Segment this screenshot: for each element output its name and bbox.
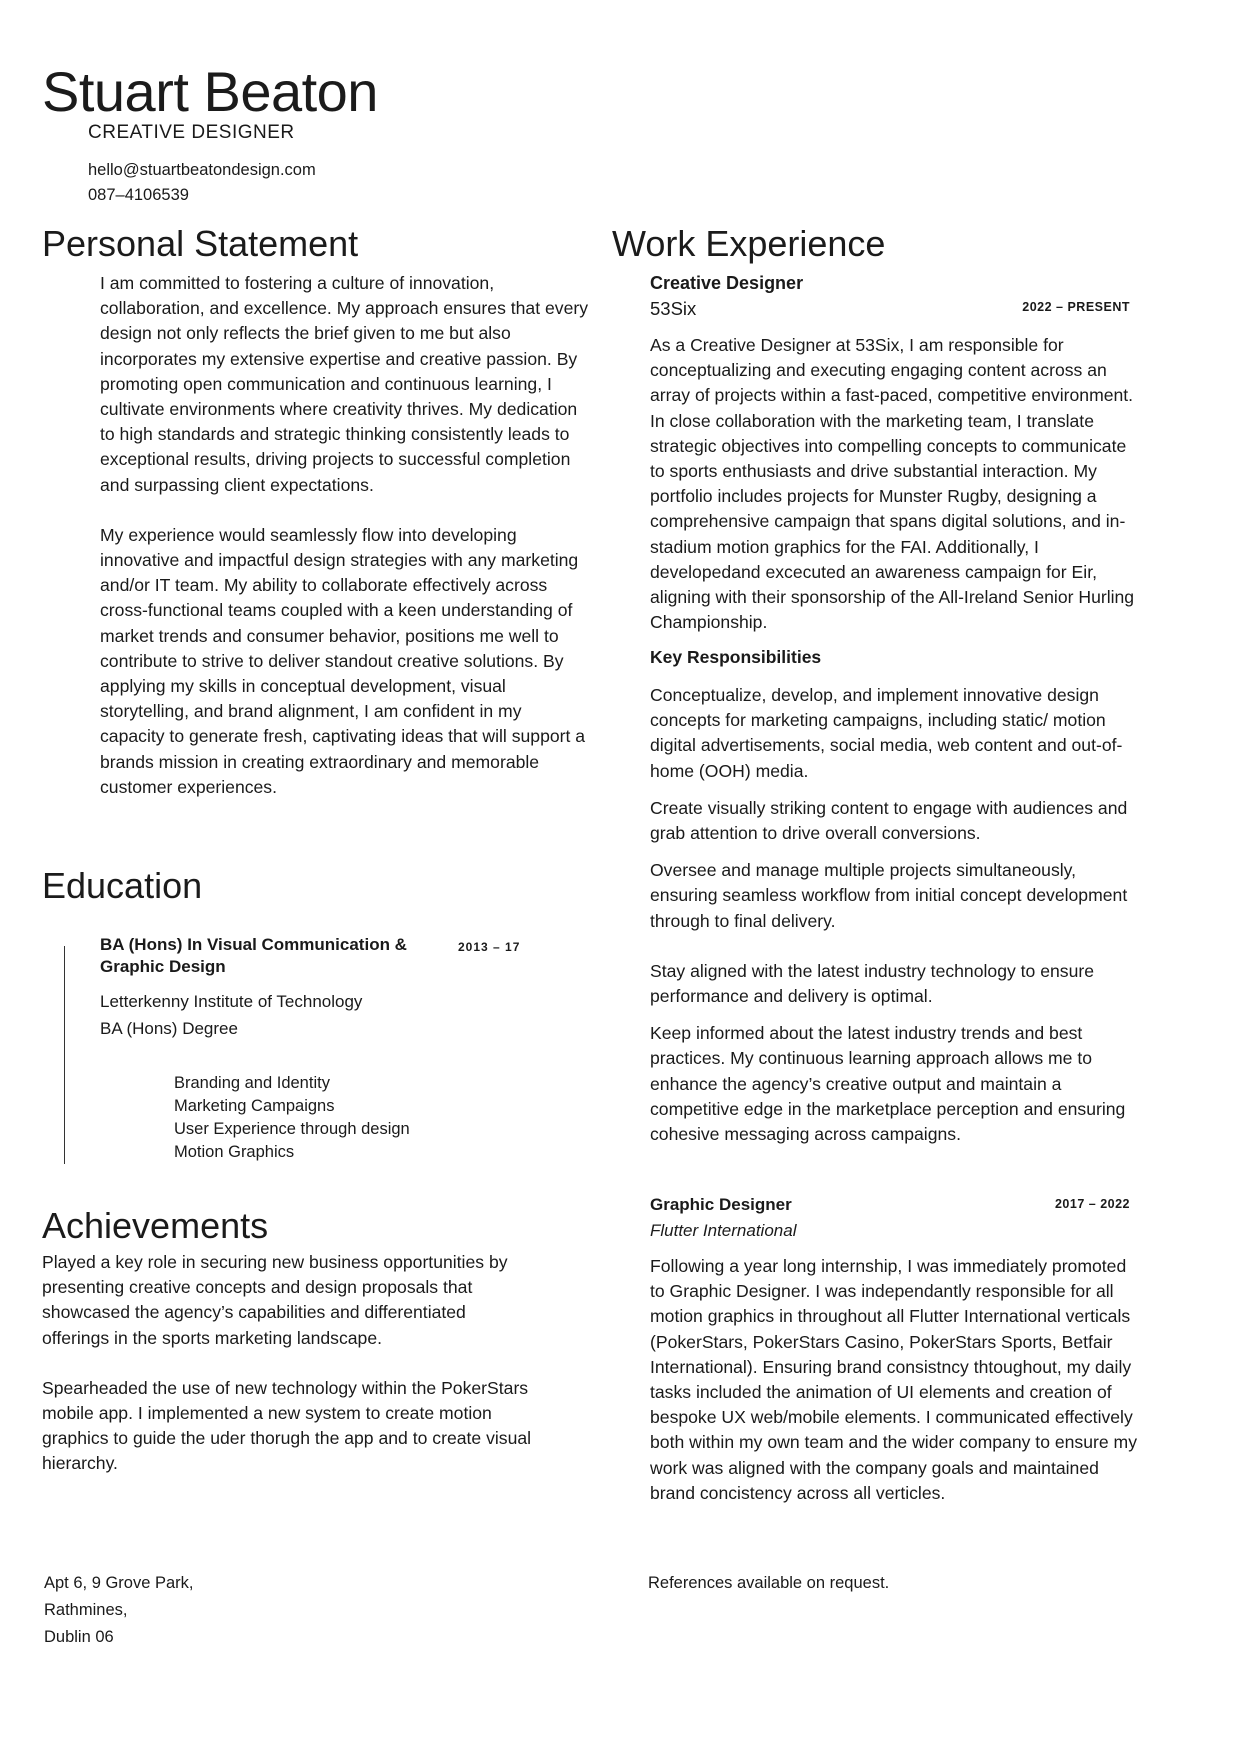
job-company: Flutter International [650,1221,797,1240]
responsibility-list [650,683,1138,1147]
responsibility-item: Oversee and manage multiple projects simultaneously, ensuring seamless workflow from initial concept development through to final delivery. [650,860,1128,931]
job-years: 2022 – PRESENT [1022,300,1130,314]
personal-statement-paragraph: My experience would seamlessly flow into developing innovative and impactful design strategies with any marketing and/or IT team. My ability to collaborate effectively across cross-functional teams coupled with a keen understanding of market trends and consumer behavior, positions me well to contribute to strive to deliver standout creative solutions. By applying my skills in conceptual development, visual storytelling, and brand alignment, I am confident in my capacity to generate fresh, captivating ideas that will support a brands mission in creating extraordinary and memorable customer experiences. [100,524,586,797]
phone-number: 087–4106539 [88,186,189,204]
job-years: 2017 – 2022 [1054,1197,1130,1211]
degree-title: BA (Hons) In Visual Communication & Graphic Design [100,935,407,976]
module-item: Marketing Campaigns [174,1097,335,1115]
job-company: 53Six [650,298,697,319]
key-responsibilities-label: Key Responsibilities [650,647,822,667]
education-heading: Education [42,865,203,906]
responsibility-item: Create visually striking content to engage with audiences and grab attention to drive overall conversions. [650,797,1128,844]
contact-block [88,158,316,208]
personal-statement-body [100,271,590,800]
job-role: Creative Designer [650,273,804,293]
responsibility-item: Keep informed about the latest industry trends and best practices. My continuous learning approach allows me to enhance the agency’s creative output and maintain a competitive edge in the marketplace perception and ensuring cohesive messaging across campaigns. [650,1023,1126,1145]
job-title: CREATIVE DESIGNER [88,122,295,143]
module-item: User Experience through design [174,1120,410,1138]
achievement-paragraph: Spearheaded the use of new technology within the PokerStars mobile app. I implemented a new system to create motion graphics to guide the uder thorugh the app and to create visual hierarchy. [42,1377,532,1474]
job-description [650,1254,1138,1506]
responsibility-item: Stay aligned with the latest industry technology to ensure performance and delivery is optimal. [650,960,1095,1007]
personal-statement-heading: Personal Statement [42,223,359,264]
education-divider [64,946,65,1164]
address-line: Rathmines, [44,1601,128,1619]
address-line: Apt 6, 9 Grove Park, [44,1574,194,1592]
achievement-paragraph: Played a key role in securing new business opportunities by presenting creative concepts and design proposals that showcased the agency’s capabilities and differentiated offerings in the sports marketing landscape. [42,1252,508,1348]
module-list [174,1072,410,1164]
work-experience-heading: Work Experience [612,223,886,264]
education-years: 2013 – 17 [458,940,521,954]
address-block [44,1570,193,1651]
responsibility-item: Conceptualize, develop, and implement innovative design concepts for marketing campaigns, including static/ motion digital advertisements, social media, web content and out-of-home (OOH) media. [650,685,1123,781]
module-item: Branding and Identity [174,1074,330,1092]
achievements-body [42,1250,532,1477]
job-role: Graphic Designer [650,1195,792,1214]
job-description-text: Following a year long internship, I was immediately promoted to Graphic Designer. I was independantly responsible for all motion graphics in throughout all Flutter International verticals (PokerStars, PokerStars Casino, PokerStars Sports, Betfair International). Ensuring brand consistncy thtoughout, my daily tasks included the animation of UI elements and creation of bespoke UX web/mobile elements. I communicated effectively both within my own team and the wider company to ensure my work was aligned with the company goals and maintained brand concistency across all verticles. [650,1256,1137,1503]
address-line: Dublin 06 [44,1628,114,1646]
references-note: References available on request. [648,1574,890,1592]
email-link[interactable]: hello@stuartbeatondesign.com [88,161,316,179]
education-institution-block [100,988,362,1042]
module-item: Motion Graphics [174,1143,295,1161]
job-description [650,333,1138,635]
personal-statement-paragraph: I am committed to fostering a culture of innovation, collaboration, and excellence. My approach ensures that every design not only reflects the brief given to me but also incorporates my extensive expertise and creative passion. By promoting open communication and continuous learning, I cultivate environments where creativity thrives. My dedication to high standards and strategic thinking consistently leads to exceptional results, driving projects to successful completion and surpassing client expectations. [100,273,589,495]
job-description-text: As a Creative Designer at 53Six, I am responsible for conceptualizing and executing engaging content across an array of projects within a fast-paced, competitive environment. In close collaboration with the marketing team, I translate strategic objectives into compelling concepts to communicate to sports enthusiasts and drive substantial interaction. My portfolio includes projects for Munster Rugby, designing a comprehensive campaign that spans digital solutions, and in-stadium motion graphics for the FAI. Additionally, I developedand excecuted an awareness campaign for Eir, aligning with their sponsorship of the All-Ireland Senior Hurling Championship. [650,335,1135,633]
candidate-name: Stuart Beaton [42,60,378,123]
institution-name: Letterkenny Institute of Technology [100,992,363,1011]
qualification: BA (Hons) Degree [100,1019,238,1038]
achievements-heading: Achievements [42,1205,269,1246]
